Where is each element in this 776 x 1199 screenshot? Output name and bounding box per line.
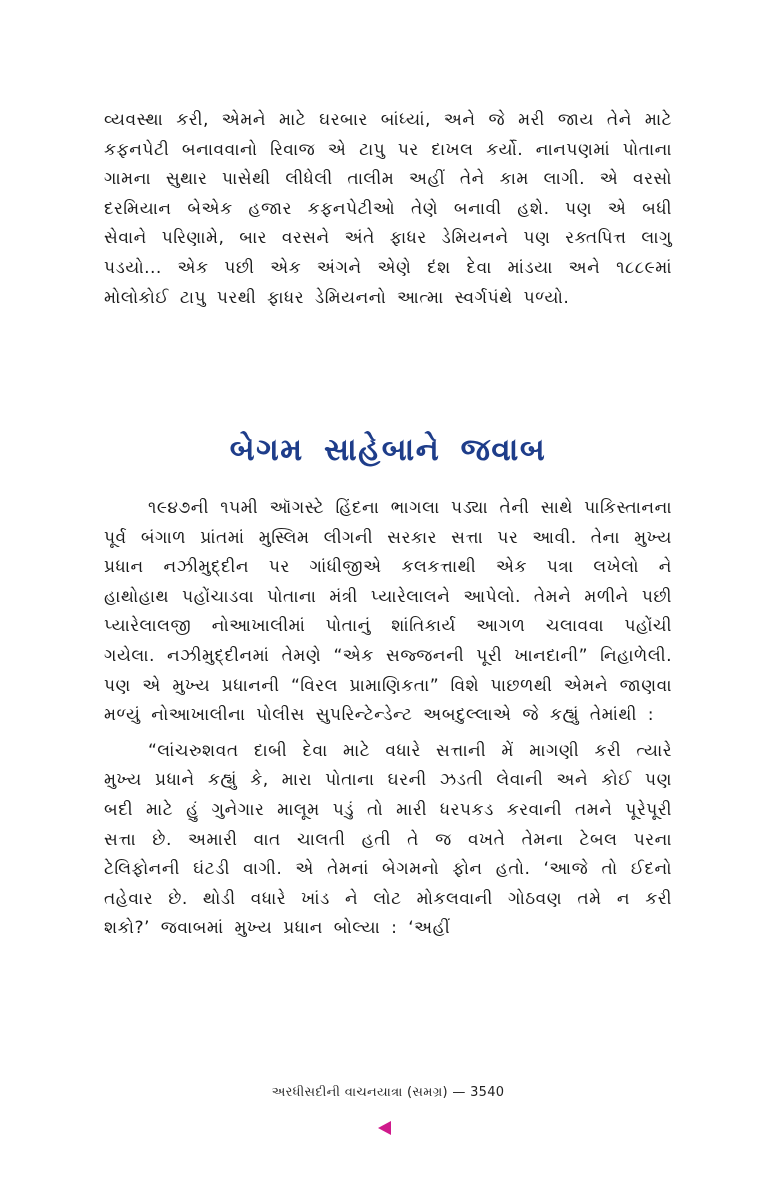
page-footer: અરધીસદીની વાચનયાત્રા (સમગ્ર) — 3540 — [271, 1085, 505, 1100]
paragraph-damien: વ્યવસ્થા કરી, એમને માટે ઘરબાર બાંધ્યાં, અને જે મરી જાય તેને માટે કફનપેટી બનાવવાનો રિવાજ એ ટાપુ પર દાખલ કર્યો. નાનપણમાં પોતાના ગામના સુથાર પાસેથી લીધેલી તાલીમ અહીં તેને કામ લાગી. એ વરસો દરમિયાન બેએક હજાર કફનપેટીઓ તેણે બનાવી હશે. પણ એ બધી સેવાને પરિણામે, બાર વરસને અંતે ફાધર ડેમિયનને પણ રક્તપિત્ત લાગુ પડયો... એક પછી એક અંગને એણે દંશ દેવા માંડયા અને ૧૮૮૯માં મોલોકોઈ ટાપુ પરથી ફાધર ડેમિયનનો આત્મા સ્વર્ગપંથે પળ્યો. — [104, 110, 672, 308]
paragraph-quote: “લાંચરુશવત દાબી દેવા માટે વધારે સત્તાની મેં માગણી કરી ત્યારે મુખ્ય પ્રધાને કહ્યું કે, મારા પોતાના ઘરની ઝડતી લેવાની અને કોઈ પણ બદી માટે હું ગુનેગાર માલૂમ પડું તો મારી ધરપકડ કરવાની તમને પૂરેપૂરી સત્તા છે. અમારી વાત ચાલતી હતી તે જ વખતે તેમના ટેબલ પરના ટેલિફોનની ઘંટડી વાગી. એ તેમનાં બેગમનો ફોન હતો. ‘આજે તો ઈદનો તહેવાર છે. થોડી વધારે ખાંડ ને લોટ મોકલવાની ગોઠવણ તમે ન કરી શકો?’ જવાબમાં મુખ્ય પ્રધાન બોલ્યા : ‘અહીં — [104, 740, 672, 939]
paragraph-nazimuddin: ૧૯૪૭ની ૧૫મી ઑગસ્ટે હિંદના ભાગલા પડ્યા તેની સાથે પાકિસ્તાનના પૂર્વ બંગાળ પ્રાંતમાં મુસ્લિમ લીગની સરકાર સત્તા પર આવી. તેના મુખ્ય પ્રધાન નઝીમુદ્દીન પર ગાંધીજીએ કલકત્તાથી એક પત્રા લખેલો ને હાથોહાથ પહોંચાડવા પોતાના મંત્રી પ્યારેલાલને આપેલો. તેમને મળીને પછી પ્યારેલાલજી નોઆખાલીમાં પોતાનું શાંતિકાર્ય આગળ ચલાવવા પહોંચી ગયેલા. નઝીમુદ્દીનમાં તેમણે “એક સજ્જનની પૂરી ખાનદાની” નિહાળેલી. પણ એ મુખ્ય પ્રધાનની “વિરલ પ્રામાણિકતા” વિશે પાછળથી એમને જાણવા મળ્યું નોઆખાલીના પોલીસ સુપરિન્ટેન્ડેન્ટ અબદુલ્લાએ જે કહ્યું તેમાંથી : — [104, 498, 672, 726]
triangle-left-icon[interactable] — [378, 1121, 391, 1135]
section-body — [104, 494, 672, 944]
intro-section — [104, 106, 672, 313]
section-heading: બેગમ સાહેબાને જવાબ — [229, 432, 547, 468]
